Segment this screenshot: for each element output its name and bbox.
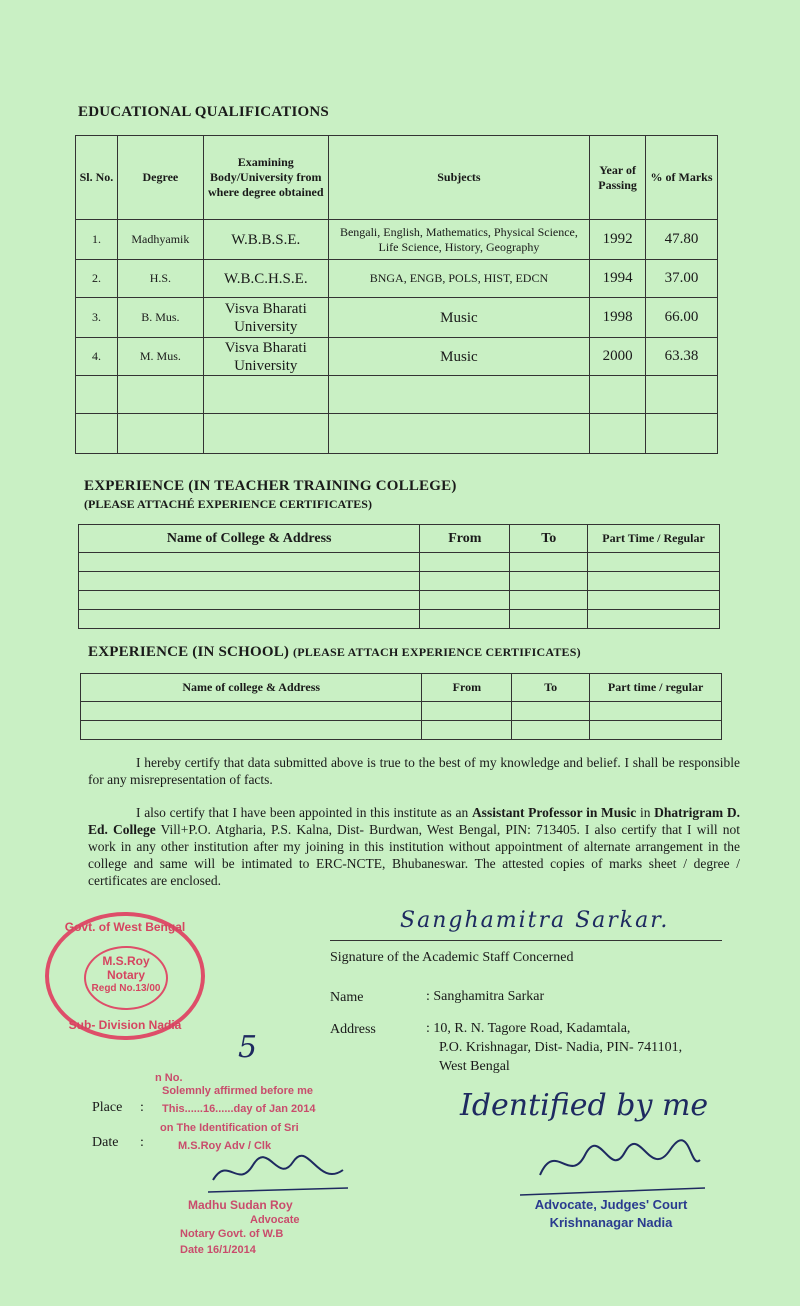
notary-signature-scribble [208,1150,348,1202]
header-subjects: Subjects [328,136,589,220]
signature-caption: Signature of the Academic Staff Concerned [330,950,574,965]
address-line-2: P.O. Krishnagar, Dist- Nadia, PIN- 741101, [439,1040,683,1055]
notary-seal [45,912,205,1040]
cell-sl: 4. [76,338,118,376]
empty-row [76,376,718,414]
exp-school-subheading: (PLEASE ATTACH EXPERIENCE CERTIFICATES) [293,645,581,659]
cell-marks: 66.00 [646,298,718,338]
header-body: Examining Body/University from where degree obtained [203,136,328,220]
header-type: Part time / regular [590,674,722,702]
empty-row [76,414,718,454]
stamp-line-5: M.S.Roy Adv / Clk [178,1140,272,1152]
seal-inner [84,946,168,1010]
header-from: From [420,525,510,553]
seal-line-2: Notary [106,968,145,982]
table-header-row [76,136,718,220]
cell-sl: 3. [76,298,118,338]
cert-text-c: Vill+P.O. Atgharia, P.S. Kalna, Dist- Burdwan, West Bengal, PIN: 713405. I also certify that I will not work in any other institution after my joining in this institution without appointment of alternate arrangement in the college and same will be intimated to ERC-NCTE, Bhubaneswar. The attested copies of marks sheet / degree / certificates are enclosed. [88,822,741,888]
cell-body: Visva Bharati University [203,298,328,338]
table-header-row [81,674,722,702]
cell-sl: 1. [76,220,118,260]
exp-college-heading: EXPERIENCE (IN TEACHER TRAINING COLLEGE) [84,478,457,494]
empty-row [79,610,720,629]
stamp-title: Advocate [250,1214,300,1226]
header-degree: Degree [117,136,203,220]
page-mark: 5 [238,1030,258,1065]
header-sl: Sl. No. [76,136,118,220]
header-from: From [422,674,512,702]
empty-row [81,702,722,721]
name-value: : Sanghamitra Sarkar [426,989,545,1004]
cell-year: 2000 [590,338,646,376]
certification-paragraph-2 [88,804,740,889]
header-year: Year of Passing [590,136,646,220]
stamp-line-3: This......16......day of Jan 2014 [162,1103,316,1115]
address-label: Address [330,1022,376,1037]
place-separator: : [140,1100,144,1115]
cert-text-b: in [636,805,655,820]
signature-scribble-icon [208,1150,348,1195]
cell-degree: B. Mus. [117,298,203,338]
stamp-line-1: n No. [155,1072,183,1084]
cell-marks: 47.80 [646,220,718,260]
cell-subjects: Music [328,338,589,376]
table-row [76,220,718,260]
stamp-name: Madhu Sudan Roy [188,1198,293,1212]
header-type: Part Time / Regular [588,525,720,553]
edu-heading: EDUCATIONAL QUALIFICATIONS [78,104,329,120]
cell-sl: 2. [76,260,118,298]
cell-degree: M. Mus. [117,338,203,376]
cell-body: W.B.C.H.S.E. [203,260,328,298]
seal-ring-top: Govt. of West Bengal [64,920,186,934]
stamp-gov: Notary Govt. of W.B [180,1228,284,1240]
exp-college-subheading: (PLEASE ATTACHÉ EXPERIENCE CERTIFICATES) [84,497,372,511]
date-label: Date [92,1135,119,1150]
seal-line-1: M.S.Roy [102,954,150,968]
cell-degree: H.S. [117,260,203,298]
header-college-name: Name of College & Address [79,525,420,553]
stamp-line-4: on The Identification of Sri [160,1122,299,1134]
advocate-line-2: Krishnanagar Nadia [549,1215,673,1230]
empty-row [79,572,720,591]
cell-degree: Madhyamik [117,220,203,260]
cell-body: W.B.B.S.E. [203,220,328,260]
cert-role: Assistant Professor in Music [471,805,637,820]
cert-college: Dhatrigram D. Ed. College [88,805,740,837]
cell-subjects: Bengali, English, Mathematics, Physical Science, Life Science, History, Geography [328,220,589,260]
advocate-signature-icon [520,1130,705,1200]
school-experience-table [80,673,722,740]
date-separator: : [140,1135,144,1150]
address-line-1: : 10, R. N. Tagore Road, Kadamtala, [426,1021,631,1036]
seal-line-3: Regd No.13/00 [91,983,161,994]
header-to: To [512,674,590,702]
college-experience-table [78,524,720,629]
cell-year: 1994 [590,260,646,298]
signature-line [330,940,722,941]
cell-year: 1998 [590,298,646,338]
table-row [76,298,718,338]
cell-marks: 37.00 [646,260,718,298]
cert-text-a: I also certify that I have been appointed in this institute as an [136,805,472,820]
identified-note: Identified by me [460,1088,709,1123]
education-table [75,135,718,454]
cell-subjects: BNGA, ENGB, POLS, HIST, EDCN [328,260,589,298]
cell-body: Visva Bharati University [203,338,328,376]
cell-marks: 63.38 [646,338,718,376]
stamp-line-2: Solemnly affirmed before me [162,1085,313,1097]
cell-year: 1992 [590,220,646,260]
handwritten-signature: Sanghamitra Sarkar. [400,908,670,933]
advocate-line-1: Advocate, Judges' Court [534,1197,688,1212]
empty-row [79,591,720,610]
certification-paragraph-1: I hereby certify that data submitted above is true to the best of my knowledge and belief. I shall be responsible for any misrepresentation of facts. [88,755,740,787]
empty-row [81,721,722,740]
address-line-3: West Bengal [439,1059,510,1074]
exp-school-heading [88,644,581,661]
exp-school-title: EXPERIENCE (IN SCHOOL) [88,644,290,660]
header-school-name: Name of college & Address [81,674,422,702]
name-label: Name [330,990,364,1005]
header-marks: % of Marks [646,136,718,220]
place-label: Place [92,1100,123,1115]
stamp-date: Date 16/1/2014 [180,1244,256,1256]
advocate-signature-scribble [520,1130,705,1205]
header-to: To [510,525,588,553]
table-row [76,338,718,376]
advocate-caption [520,1196,702,1232]
table-header-row [79,525,720,553]
cell-subjects: Music [328,298,589,338]
seal-ring-bottom: Sub- Division Nadia [68,1018,182,1032]
empty-row [79,553,720,572]
table-row [76,260,718,298]
